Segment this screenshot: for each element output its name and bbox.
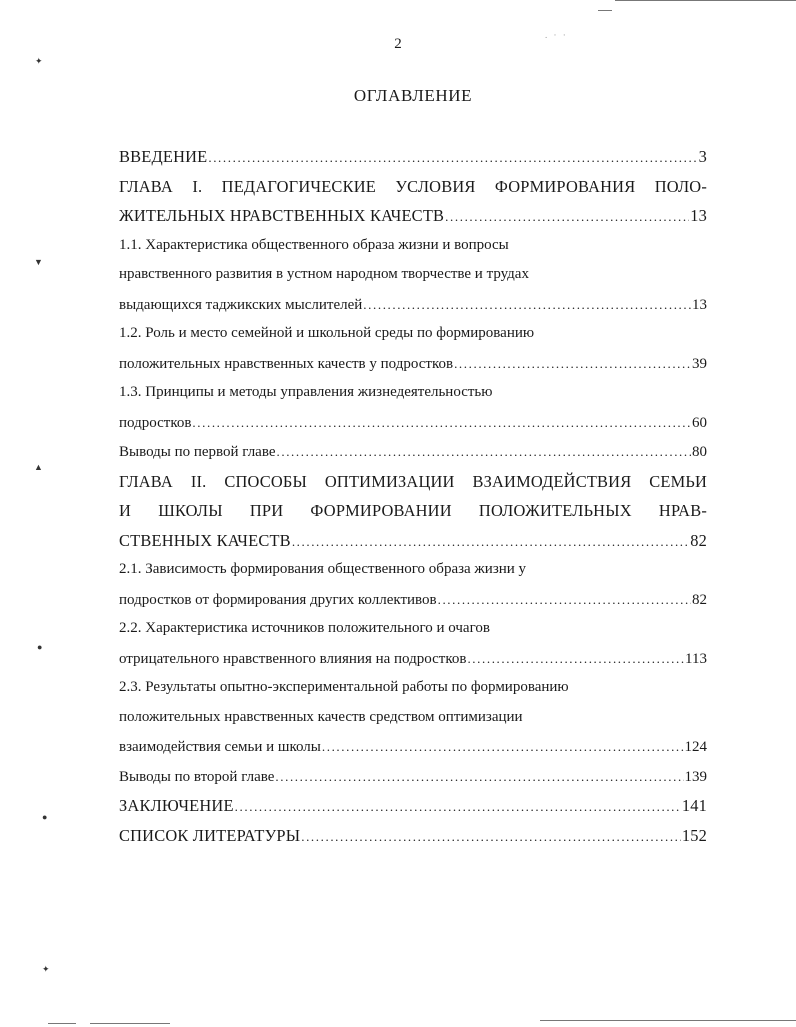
- dot-leader: [438, 585, 691, 615]
- toc-entry: [119, 791, 707, 821]
- dot-leader: [292, 527, 689, 556]
- page-number: 2: [394, 36, 402, 52]
- dot-leader: [301, 822, 681, 851]
- toc-entry-text: взаимодействия семьи и школы: [119, 739, 321, 755]
- dot-leader: [467, 644, 684, 674]
- toc-entry: [119, 408, 707, 438]
- toc-entry-page: 82: [692, 591, 707, 608]
- dot-leader: [192, 408, 691, 438]
- scan-speck-mark: ●: [42, 812, 48, 822]
- toc-entry-page: 39: [692, 355, 707, 372]
- toc-entry-page: 13: [692, 296, 707, 313]
- toc-entry-page: 80: [692, 444, 707, 460]
- toc-entry-text: 1.3. Принципы и методы управления жизнедеятельностью: [119, 384, 493, 400]
- toc-entry-text: подростков: [119, 414, 192, 431]
- toc-entry: [119, 732, 707, 762]
- scan-speck-mark: ✦: [35, 56, 43, 66]
- toc-entry-text: 2.1. Зависимость формирования общественного образа жизни у: [119, 561, 527, 577]
- toc-entry: [119, 378, 707, 408]
- toc-entry-text: выдающихся таджикских мыслителей: [119, 296, 363, 313]
- toc-entry-text: СПИСОК ЛИТЕРАТУРЫ: [119, 825, 301, 845]
- toc-entry-text: ЗАКЛЮЧЕНИЕ: [119, 796, 234, 815]
- toc-title: ОГЛАВЛЕНИЕ: [353, 86, 473, 105]
- toc-entry: [119, 555, 707, 585]
- toc-entry: [119, 821, 707, 851]
- toc-entry: [119, 614, 707, 644]
- toc-entry: [119, 437, 707, 467]
- toc-entry-page: 113: [685, 650, 707, 667]
- dot-leader: [277, 437, 692, 467]
- scan-edge-line: [598, 10, 612, 11]
- toc-entry: [119, 349, 707, 379]
- toc-entry: [119, 172, 707, 202]
- toc-entry-text: 1.2. Роль и место семейной и школьной среды по формированию: [119, 325, 535, 341]
- toc-entry-page: 152: [681, 825, 707, 845]
- toc-entry-text: СТВЕННЫХ КАЧЕСТВ: [119, 530, 291, 550]
- toc-entry: [119, 585, 707, 615]
- toc-entry: [119, 290, 707, 320]
- toc-entry: [119, 467, 707, 497]
- scan-speck-mark: ▲: [34, 462, 43, 472]
- toc-entry-page: 13: [690, 206, 707, 225]
- dot-leader: [322, 732, 684, 762]
- dot-leader: [275, 762, 683, 792]
- scan-speck-mark: ✦: [42, 964, 50, 974]
- toc-entry-text: отрицательного нравственного влияния на подростков: [119, 650, 467, 667]
- toc-entry-text: ГЛАВА I. ПЕДАГОГИЧЕСКИЕ УСЛОВИЯ ФОРМИРОВАНИЯ ПОЛО-: [119, 176, 707, 196]
- toc-entry-page: 82: [690, 530, 707, 550]
- scan-edge-line: [48, 1023, 76, 1024]
- toc-entry-text: нравственного развития в устном народном творчестве и трудах: [119, 266, 529, 282]
- dot-leader: [235, 792, 681, 821]
- toc-entry: [119, 703, 707, 733]
- toc-entry: [119, 526, 707, 556]
- toc-entry-text: 1.1. Характеристика общественного образа жизни и вопросы: [119, 236, 509, 253]
- toc-entry-text: ВВЕДЕНИЕ: [119, 147, 208, 166]
- toc-entry: [119, 319, 707, 349]
- toc-entry-text: положительных нравственных качеств у подростков: [119, 355, 454, 372]
- toc-entry: [119, 673, 707, 703]
- toc-entry-page: 3: [698, 147, 707, 166]
- toc-entry-text: И ШКОЛЫ ПРИ ФОРМИРОВАНИИ ПОЛОЖИТЕЛЬНЫХ НРАВ-: [119, 501, 707, 520]
- scan-edge-line: [90, 1023, 170, 1024]
- toc-entry: [119, 260, 707, 290]
- toc-entry: [119, 142, 707, 172]
- toc-entry: [119, 201, 707, 231]
- toc-entry-page: 141: [681, 796, 707, 815]
- scan-edge-line: [540, 1020, 796, 1021]
- dot-leader: [454, 349, 691, 379]
- toc-entry: [119, 231, 707, 261]
- scan-speck-mark: ●: [37, 642, 43, 652]
- toc-entry-page: 60: [692, 414, 707, 431]
- toc-entry-text: 2.2. Характеристика источников положительного и очагов: [119, 620, 490, 636]
- scan-speck-mark: ▼: [34, 257, 43, 267]
- toc-entry-text: Выводы по первой главе: [119, 444, 276, 460]
- toc-entry: [119, 496, 707, 526]
- toc-entry: [119, 644, 707, 674]
- dot-leader: [208, 143, 697, 172]
- scan-edge-line: [615, 0, 796, 1]
- toc-entry-text: Выводы по второй главе: [119, 768, 275, 785]
- toc-entry-text: положительных нравственных качеств средством оптимизации: [119, 708, 523, 725]
- toc-entry-text: 2.3. Результаты опытно-экспериментальной работы по формированию: [119, 679, 569, 695]
- toc-entry-page: 139: [684, 768, 707, 785]
- toc-entry-text: ГЛАВА II. СПОСОБЫ ОПТИМИЗАЦИИ ВЗАИМОДЕЙСТВИЯ СЕМЬИ: [119, 471, 707, 491]
- dot-leader: [445, 202, 689, 231]
- toc-entry-text: ЖИТЕЛЬНЫХ НРАВСТВЕННЫХ КАЧЕСТВ: [119, 206, 445, 225]
- toc-entry-text: подростков от формирования других коллективов: [119, 591, 437, 608]
- toc-entry: [119, 762, 707, 792]
- dot-leader: [363, 290, 691, 320]
- toc-entry-page: 124: [684, 739, 707, 755]
- table-of-contents: [119, 142, 707, 850]
- scan-speck-mark: . · ·: [545, 30, 568, 40]
